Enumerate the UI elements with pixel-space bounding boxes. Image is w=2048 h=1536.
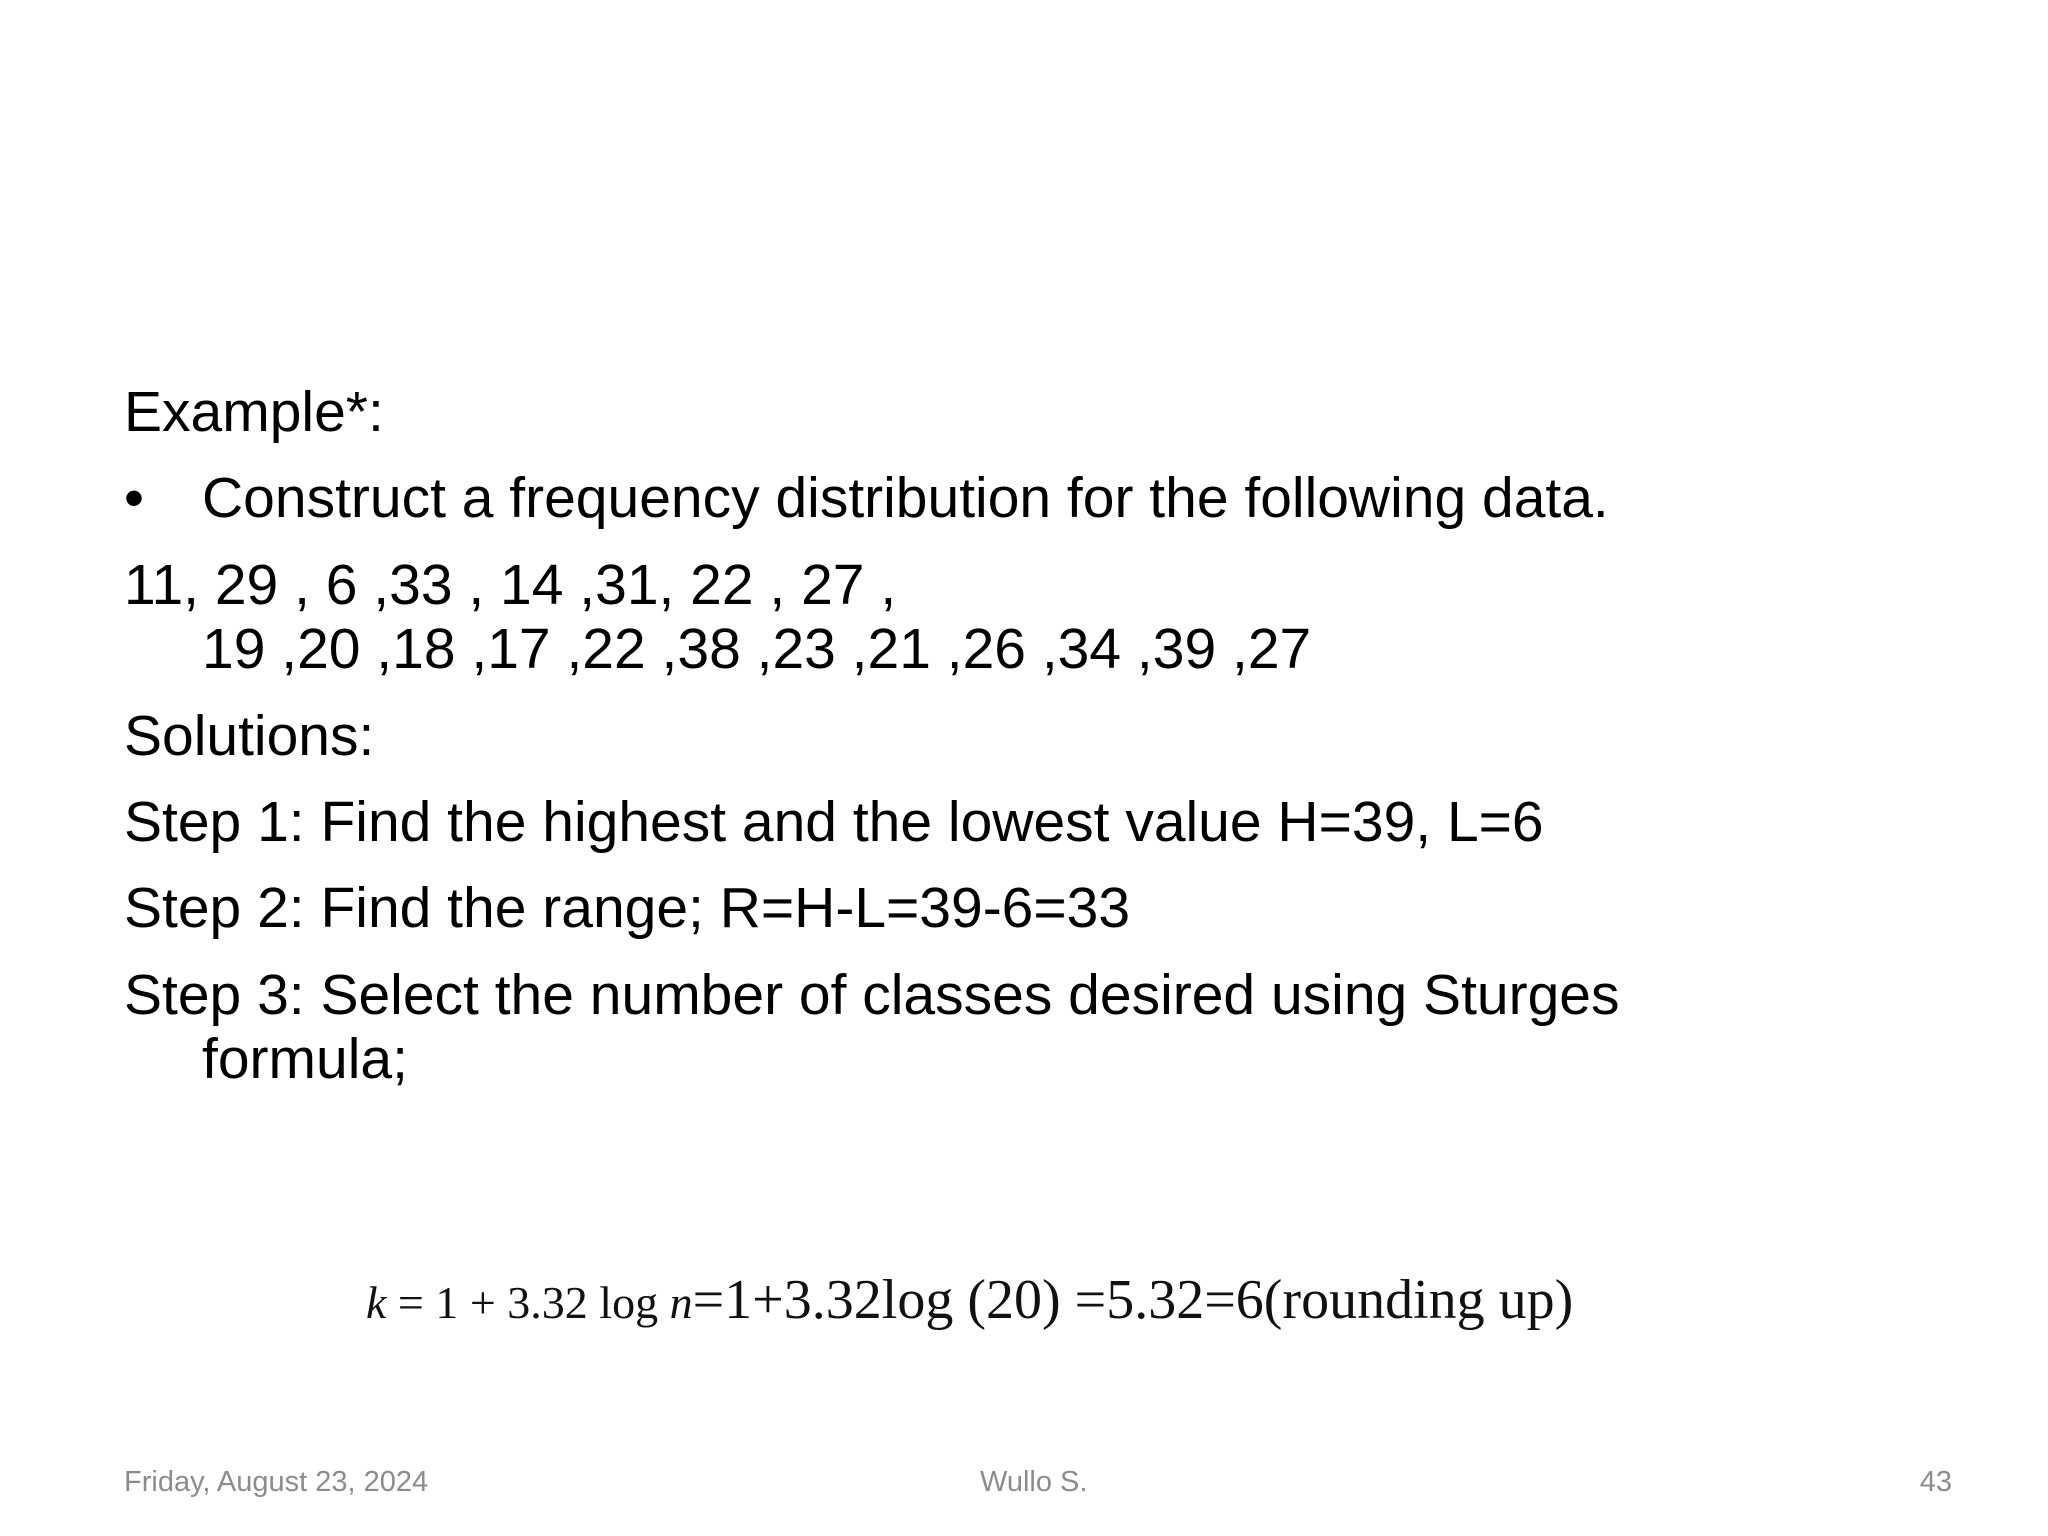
formula-k: k	[366, 1277, 387, 1328]
data-values-line-1: 11, 29 , 6 ,33 , 14 ,31, 22 , 27 ,	[124, 552, 897, 617]
data-values-line-2: 19 ,20 ,18 ,17 ,22 ,38 ,23 ,21 ,26 ,34 ,39 ,27	[202, 617, 1312, 682]
step-3-line-2: formula;	[202, 1027, 408, 1092]
step-1: Step 1: Find the highest and the lowest value H=39, L=6	[124, 790, 1544, 855]
step-2: Step 2: Find the range; R=H-L=39-6=33	[124, 876, 1131, 941]
formula-n: n	[669, 1277, 693, 1328]
footer-author: Wullo S.	[980, 1466, 1088, 1498]
step-3-line-1: Step 3: Select the number of classes desired using Sturges	[124, 962, 1620, 1027]
step-3	[124, 963, 1904, 1092]
formula-rhs: =1+3.32log (20) =5.32=6(rounding up)	[692, 1269, 1574, 1331]
solutions-heading: Solutions:	[124, 703, 375, 768]
formula-lhs: = 1 + 3.32 log	[386, 1277, 670, 1328]
bullet-text: Construct a frequency distribution for the following data.	[202, 466, 1609, 531]
data-values	[124, 553, 1904, 682]
slide-body	[124, 380, 1904, 1114]
page-number: 43	[1919, 1466, 1952, 1498]
footer-date: Friday, August 23, 2024	[124, 1466, 429, 1498]
bullet-item	[124, 466, 1904, 530]
example-heading: Example*:	[124, 380, 384, 444]
bullet-icon: •	[124, 466, 144, 531]
sturges-formula	[366, 1268, 1573, 1332]
